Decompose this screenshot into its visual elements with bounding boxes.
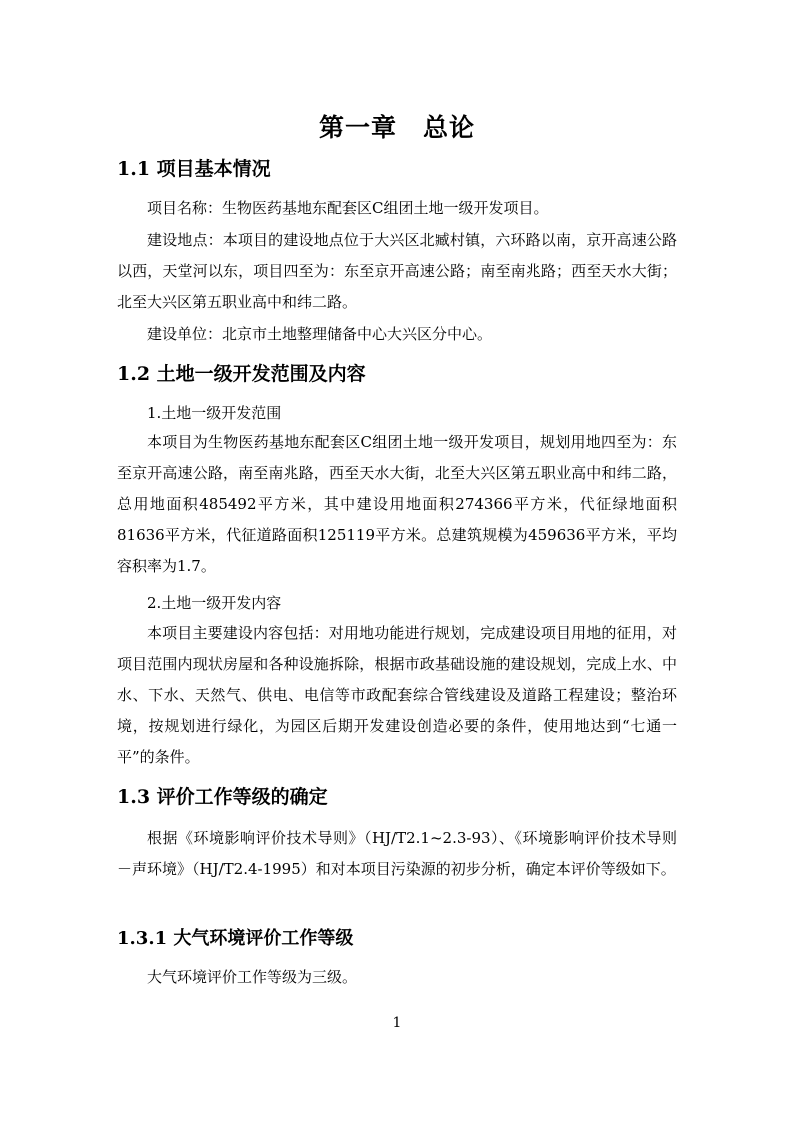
air-grade-paragraph: 大气环境评价工作等级为三级。 bbox=[147, 968, 358, 986]
location-paragraph: 建设地点：本项目的建设地点位于大兴区北臧村镇，六环路以南，京开高速公路以西，天堂河以东，项目四至为：东至京开高速公路；南至南兆路；西至天水大街；北至大兴区第五职业高中和纬二路。 bbox=[117, 231, 677, 311]
page-number: 1 bbox=[392, 1015, 402, 1031]
section-heading-1-1: 1.1 项目基本情况 bbox=[117, 158, 271, 180]
item2-paragraph: 本项目主要建设内容包括：对用地功能进行规划，完成建设项目用地的征用，对项目范围内现状房屋和各种设施拆除，根据市政基础设施的建设规划，完成上水、中水、下水、天然气、供电、电信等市政配套综合管线建设及道路工程建设；整治环境，按规划进行绿化，为园区后期开发建设创造必要的条件，使用地达到“七通一平”的条件。 bbox=[117, 624, 677, 766]
section-heading-1-3: 1.3 评价工作等级的确定 bbox=[117, 786, 328, 808]
item2-title: 2.土地一级开发内容 bbox=[147, 594, 282, 612]
item1-paragraph: 本项目为生物医药基地东配套区C组团土地一级开发项目，规划用地四至为：东至京开高速公路，南至南兆路，西至天水大街，北至大兴区第五职业高中和纬二路，总用地面积485492平方米，其中建设用地面积274366平方米，代征绿地面积81636平方米，代征道路面积125119平方米。总建筑规模为459636平方米，平均容积率为1.7。 bbox=[117, 433, 677, 575]
item1-title: 1.土地一级开发范围 bbox=[147, 404, 282, 422]
unit-paragraph: 建设单位：北京市土地整理储备中心大兴区分中心。 bbox=[147, 325, 493, 343]
project-name-paragraph: 项目名称：生物医药基地东配套区C组团土地一级开发项目。 bbox=[147, 199, 549, 217]
grading-paragraph: 根据《环境影响评价技术导则》（HJ/T2.1~2.3-93）、《环境影响评价技术导则－声环境》（HJ/T2.4-1995）和对本项目污染源的初步分析，确定本评价等级如下。 bbox=[117, 829, 677, 878]
section-heading-1-2: 1.2 土地一级开发范围及内容 bbox=[117, 363, 366, 385]
chapter-title: 第一章 总论 bbox=[318, 113, 475, 142]
section-heading-1-3-1: 1.3.1 大气环境评价工作等级 bbox=[117, 928, 354, 949]
